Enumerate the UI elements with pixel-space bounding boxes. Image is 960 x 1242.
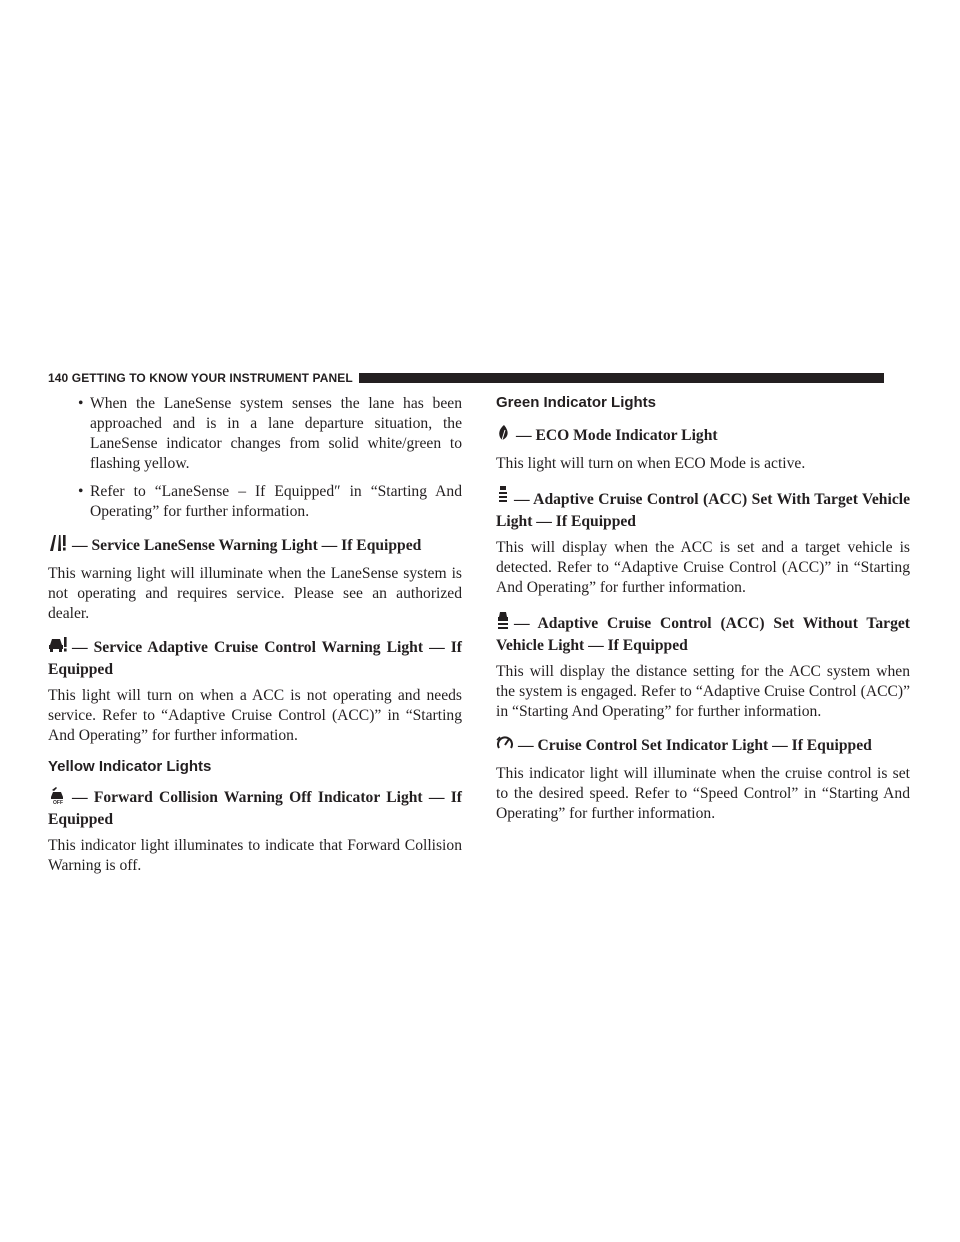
forward-collision-off-icon — [48, 786, 68, 810]
fcw-off-body: This indicator light illuminates to indicate that Forward Collision Warning is off. — [48, 837, 462, 874]
left-column — [48, 394, 462, 886]
eco-leaf-icon — [496, 424, 512, 448]
eco-heading: — ECO Mode Indicator Light — [496, 424, 910, 448]
service-lanesense-heading: — Service LaneSense Warning Light — If Equipped — [48, 534, 462, 558]
header-bar — [359, 373, 884, 383]
page-header — [48, 371, 884, 385]
acc-without-target-body: This will display the distance setting for the ACC system when the system is engaged. Refer to “Adaptive Cruise Control (ACC)” in “Starting And Operating” for further information. — [496, 663, 910, 720]
right-column — [496, 394, 910, 834]
eco-body: This light will turn on when ECO Mode is active. — [496, 455, 806, 472]
page-label: 140 GETTING TO KNOW YOUR INSTRUMENT PANEL — [48, 371, 353, 385]
cruise-control-icon — [496, 734, 514, 758]
cruise-set-heading: — Cruise Control Set Indicator Light — If Equipped — [496, 734, 910, 758]
fcw-off-heading: OFF — Forward Collision Warning Off Indicator Light — If Equipped — [48, 786, 462, 830]
acc-without-target-heading: — Adaptive Cruise Control (ACC) Set Without Target Vehicle Light — If Equipped — [496, 610, 910, 656]
lanesense-service-icon — [48, 534, 68, 558]
yellow-indicator-heading: Yellow Indicator Lights — [48, 758, 212, 775]
svg-text:OFF: OFF — [53, 800, 63, 804]
acc-with-target-icon — [496, 486, 510, 512]
acc-with-target-heading: — Adaptive Cruise Control (ACC) Set With Target Vehicle Light — If Equipped — [496, 486, 910, 532]
acc-service-icon — [48, 636, 68, 660]
service-acc-heading: — Service Adaptive Cruise Control Warning Light — If Equipped — [48, 636, 462, 680]
service-acc-body: This light will turn on when a ACC is not operating and needs service. Refer to “Adaptive Cruise Control (ACC)” in “Starting And Operating” for further information. — [48, 687, 462, 744]
acc-with-target-body: This will display when the ACC is set and a target vehicle is detected. Refer to “Adaptive Cruise Control (ACC)” in “Starting And Operating” for further information. — [496, 539, 910, 596]
cruise-set-body: This indicator light will illuminate when the cruise control is set to the desired speed. Refer to “Speed Control” in “Starting And Operating” for further information. — [496, 765, 910, 822]
list-item: • When the LaneSense system senses the lane has been approached and is in a lane departure situation, the LaneSense indicator changes from solid white/green to flashing yellow. — [78, 395, 462, 472]
green-indicator-heading: Green Indicator Lights — [496, 394, 657, 411]
list-item: • Refer to “LaneSense – If Equipped″ in “Starting And Operating” for further information. — [78, 483, 462, 520]
acc-without-target-icon — [496, 610, 510, 636]
service-lanesense-body: This warning light will illuminate when the LaneSense system is not operating and requires service. Please see an authorized dealer. — [48, 565, 462, 622]
